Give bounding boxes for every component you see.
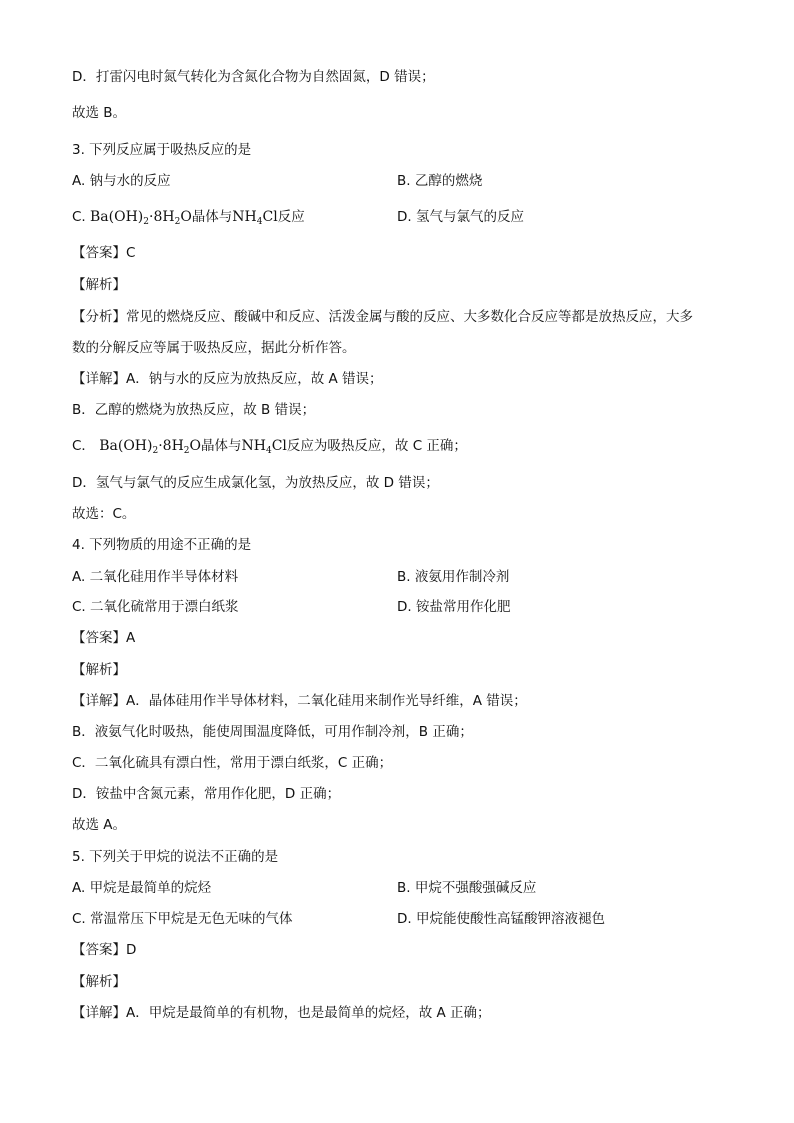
question-4-analysis-heading: 【解析】	[72, 662, 126, 678]
question-4-option-b: B. 液氨用作制冷剂	[397, 569, 510, 585]
option-c-prefix: C.	[72, 209, 91, 225]
question-3-detail-b: B．乙醇的燃烧为放热反应，故 B 错误；	[72, 402, 316, 418]
formula-nh4cl: $NH_4Cl$	[232, 209, 278, 227]
question-4-detail-c: C．二氧化硫具有漂白性，常用于漂白纸浆，C 正确；	[72, 755, 393, 771]
question-4-option-a: A. 二氧化硅用作半导体材料	[72, 569, 239, 585]
question-5-stem: 5. 下列关于甲烷的说法不正确的是	[72, 849, 279, 865]
question-4-detail-a: 【详解】A．晶体硅用作半导体材料，二氧化硅用来制作光导纤维，A 错误；	[72, 693, 527, 709]
question-4-option-c: C. 二氧化硫常用于漂白纸浆	[72, 599, 239, 615]
question-3-option-b: B. 乙醇的燃烧	[397, 173, 483, 189]
question-3-analysis-heading: 【解析】	[72, 277, 126, 293]
question-5-detail-a: 【详解】A．甲烷是最简单的有机物，也是最简单的烷烃，故 A 正确；	[72, 1005, 491, 1021]
question-3-detail-c: C． $Ba(OH)_2\cdot 8H_2O$晶体与$NH_4Cl$反应为吸热反应，故 C 正确；	[72, 438, 467, 456]
option-c-suffix: 反应	[277, 209, 305, 225]
question-5-option-c: C. 常温常压下甲烷是无色无味的气体	[72, 911, 293, 927]
question-5-option-b: B. 甲烷不强酸强碱反应	[397, 880, 537, 896]
question-4-option-d: D. 铵盐常用作化肥	[397, 599, 511, 615]
question-3-detail-a: 【详解】A．钠与水的反应为放热反应，故 A 错误；	[72, 371, 383, 387]
paragraph-choose-b: 故选 B。	[72, 105, 127, 121]
question-5-analysis-heading: 【解析】	[72, 974, 126, 990]
question-4-detail-d: D．铵盐中含氮元素，常用作化肥，D 正确；	[72, 786, 341, 802]
question-3-option-d: D. 氢气与氯气的反应	[397, 209, 524, 225]
question-3-fenxi-line-1: 【分析】常见的燃烧反应、酸碱中和反应、活泼金属与酸的反应、大多数化合反应等都是放热反应，大多	[72, 309, 693, 325]
question-3-answer: 【答案】C	[72, 245, 136, 261]
formula-baoh2: $Ba(OH)_2\cdot 8H_2O$	[90, 209, 192, 227]
question-5-answer: 【答案】D	[72, 942, 137, 958]
question-4-conclusion: 故选 A。	[72, 817, 127, 833]
question-4-stem: 4. 下列物质的用途不正确的是	[72, 537, 252, 553]
question-3-stem: 3. 下列反应属于吸热反应的是	[72, 142, 252, 158]
question-3-fenxi-line-2: 数的分解反应等属于吸热反应，据此分析作答。	[72, 340, 356, 356]
option-c-mid: 晶体与	[191, 209, 233, 225]
question-3-detail-d: D．氢气与氯气的反应生成氯化氢，为放热反应，故 D 错误；	[72, 475, 439, 491]
formula-baoh2-detail: $Ba(OH)_2\cdot 8H_2O$	[99, 438, 202, 456]
paragraph-d-conclusion: D．打雷闪电时氮气转化为含氮化合物为自然固氮，D 错误；	[72, 69, 435, 85]
question-3-option-a: A. 钠与水的反应	[72, 173, 171, 189]
question-3-conclusion: 故选：C。	[72, 506, 136, 522]
formula-nh4cl-detail: $NH_4Cl$	[241, 438, 287, 456]
question-4-detail-b: B．液氨气化时吸热，能使周围温度降低，可用作制冷剂，B 正确；	[72, 724, 473, 740]
question-5-option-a: A. 甲烷是最简单的烷烃	[72, 880, 212, 896]
question-4-answer: 【答案】A	[72, 630, 136, 646]
question-5-option-d: D. 甲烷能使酸性高锰酸钾溶液褪色	[397, 911, 605, 927]
question-3-option-c	[72, 207, 305, 227]
